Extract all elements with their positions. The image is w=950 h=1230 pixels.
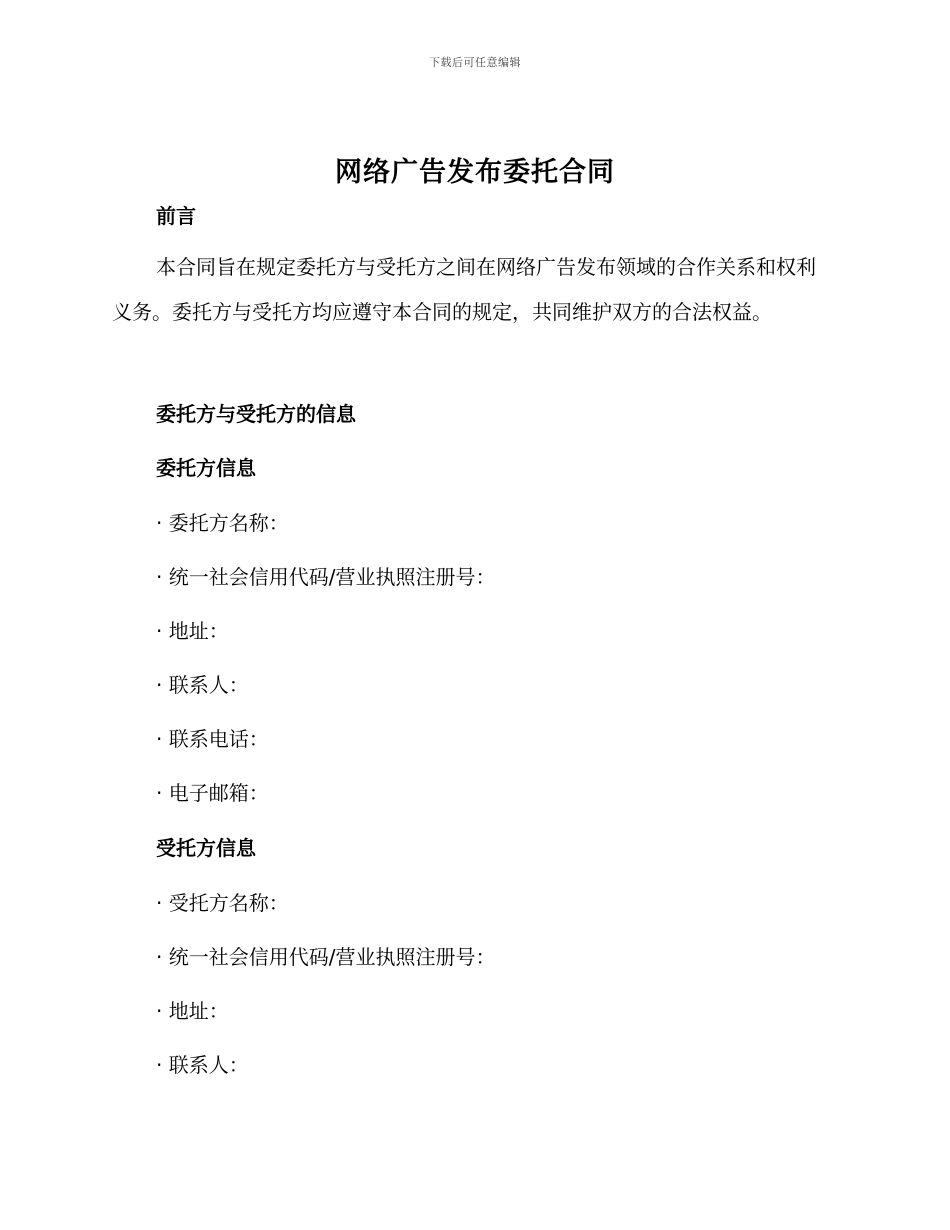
preface-heading: 前言 xyxy=(156,204,196,228)
agent-address-field: · 地址： xyxy=(156,999,229,1023)
client-credit-code-field: · 统一社会信用代码/营业执照注册号： xyxy=(156,565,496,589)
agent-info-heading: 受托方信息 xyxy=(156,836,256,860)
parties-heading: 委托方与受托方的信息 xyxy=(156,402,356,426)
client-address-field: · 地址： xyxy=(156,619,229,643)
preface-paragraph: 本合同旨在规定委托方与受托方之间在网络广告发布领域的合作关系和权利义务。委托方与受托方均应遵守本合同的规定，共同维护双方的合法权益。 xyxy=(112,255,816,324)
agent-name-field: · 受托方名称： xyxy=(156,891,289,915)
agent-contact-person-field: · 联系人： xyxy=(156,1053,249,1077)
agent-credit-code-field: · 统一社会信用代码/营业执照注册号： xyxy=(156,945,496,969)
client-info-heading: 委托方信息 xyxy=(156,456,256,480)
client-contact-person-field: · 联系人： xyxy=(156,673,249,697)
client-email-field: · 电子邮箱： xyxy=(156,781,269,805)
header-note: 下载后可任意编辑 xyxy=(429,56,521,69)
client-name-field: · 委托方名称： xyxy=(156,511,289,535)
document-title: 网络广告发布委托合同 xyxy=(335,157,615,188)
client-phone-field: · 联系电话： xyxy=(156,727,269,751)
